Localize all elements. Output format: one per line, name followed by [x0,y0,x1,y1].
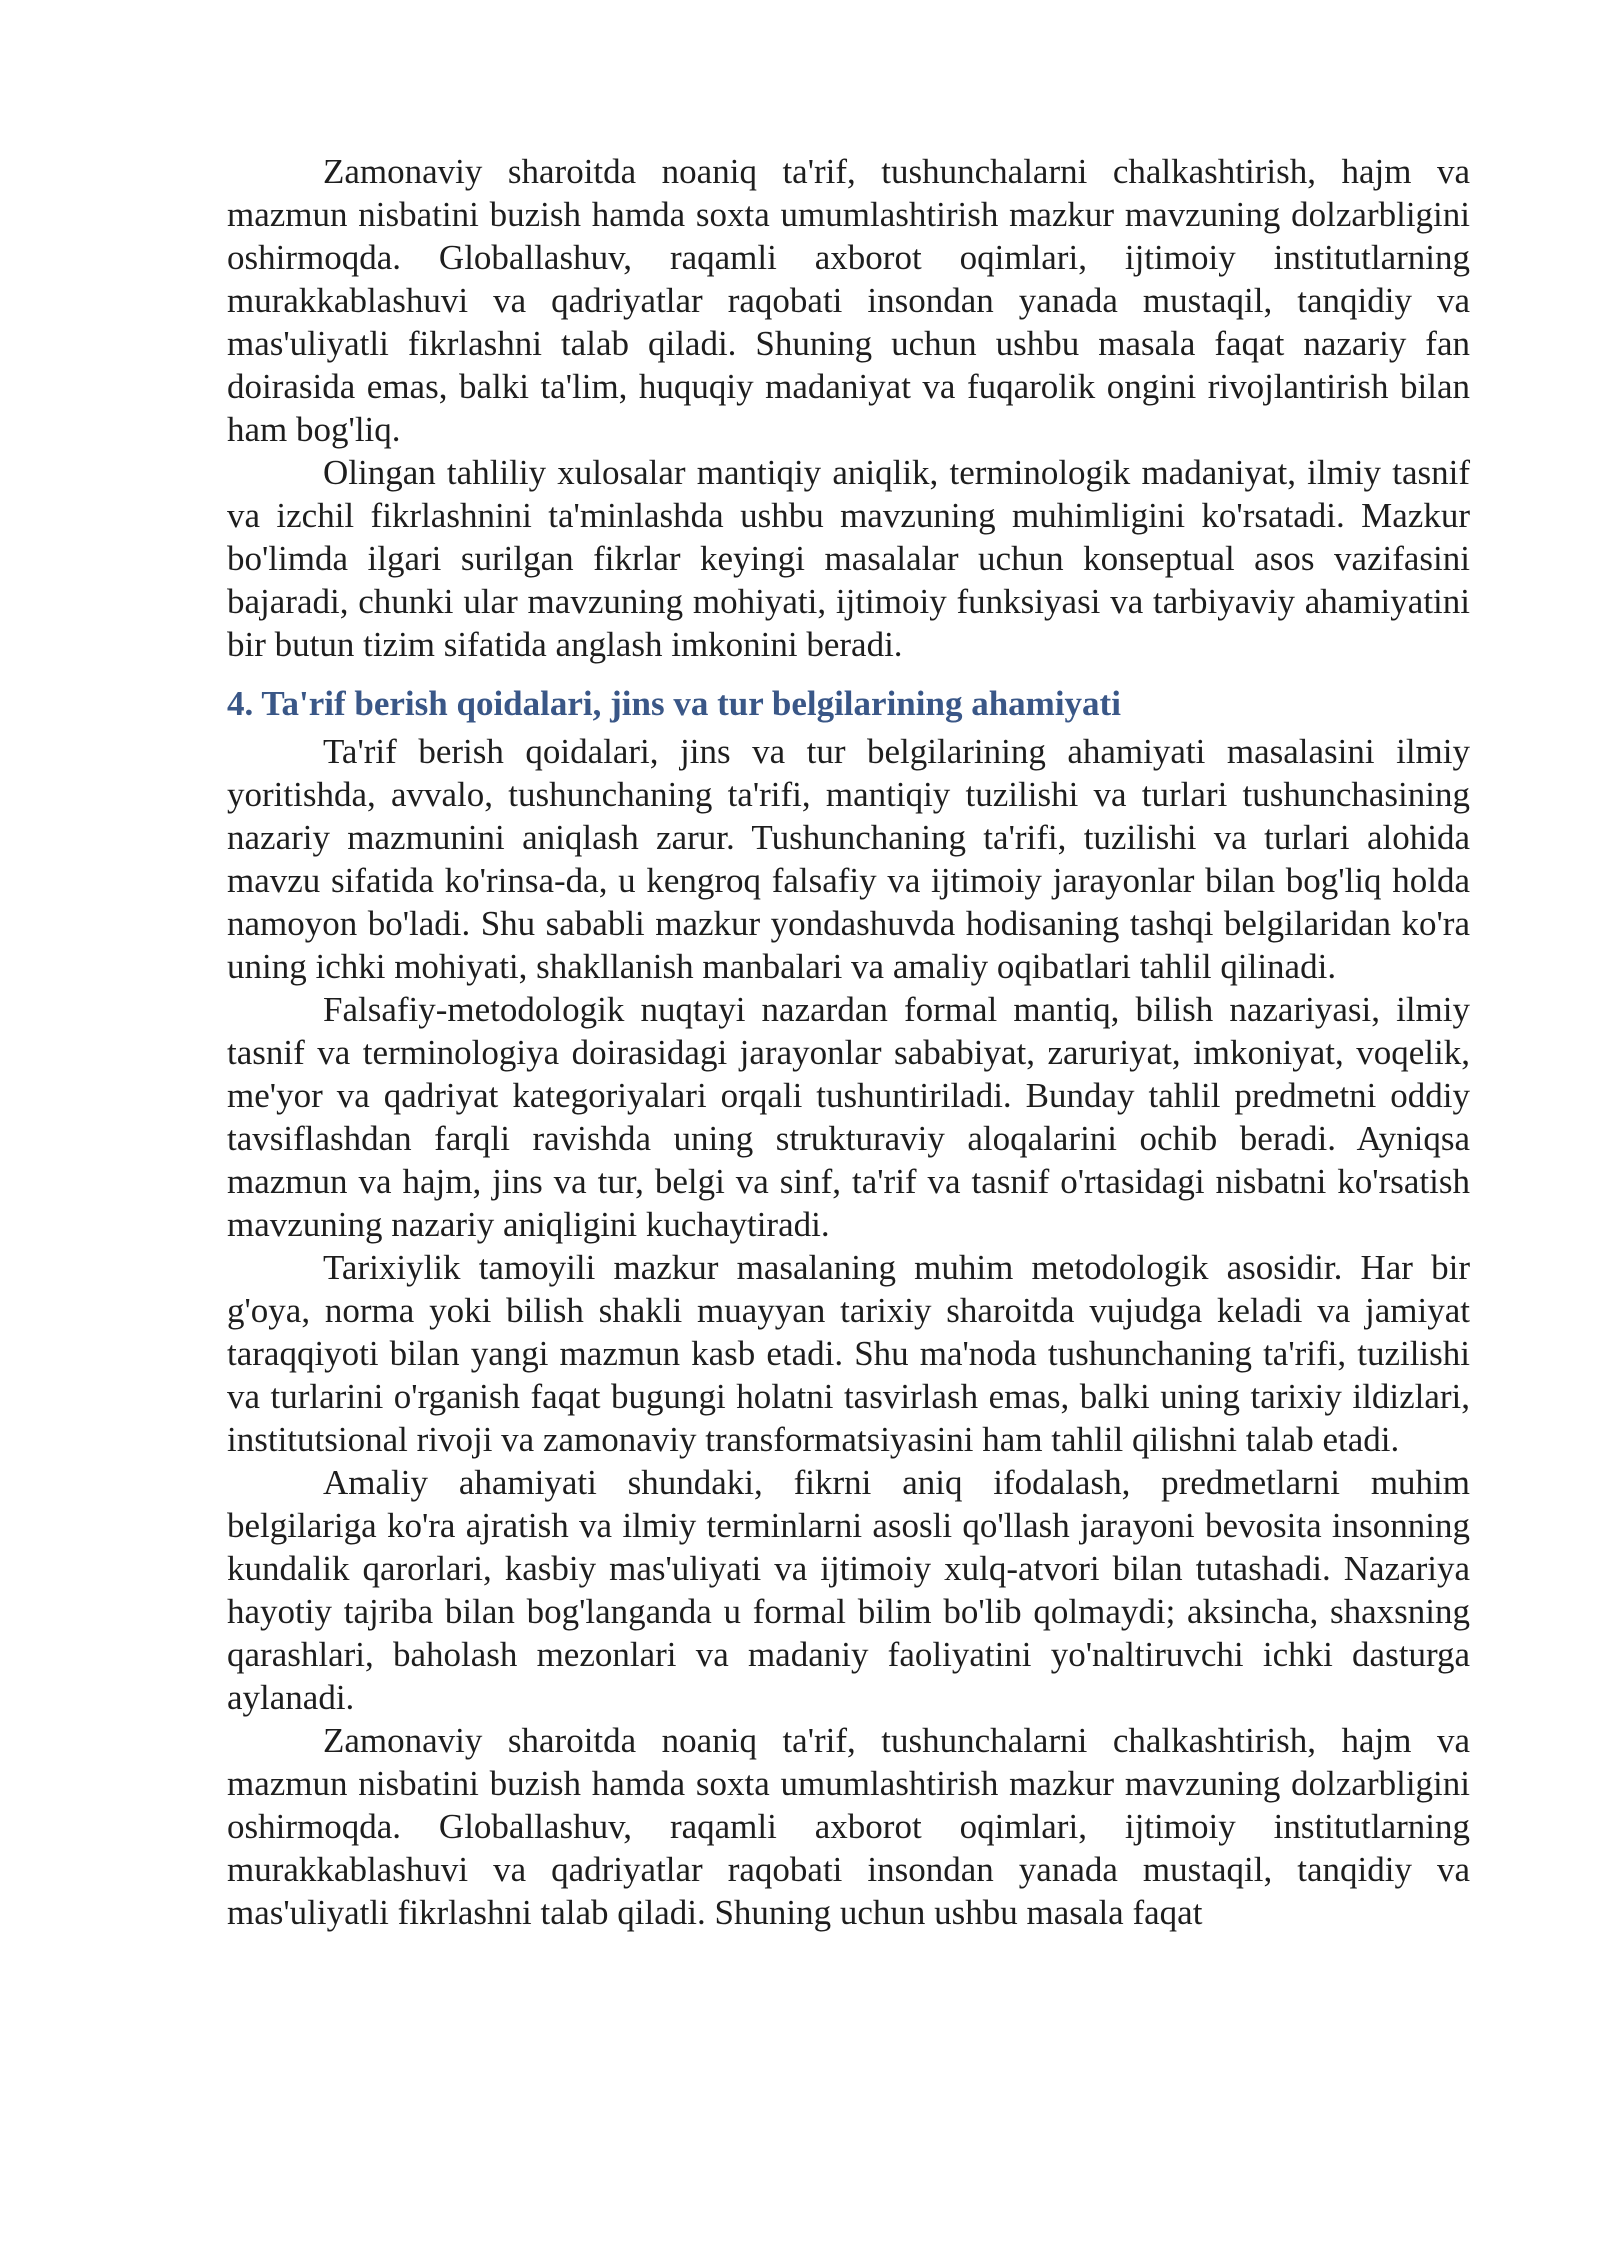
body-paragraph: Olingan tahliliy xulosalar mantiqiy aniqlik, terminologik madaniyat, ilmiy tasnif va izchil fikrlashnini ta'minlashda ushbu mavzuning muhimligini ko'rsatadi. Mazkur bo'limda ilgari surilgan fikrlar keyingi masalalar uchun konseptual asos vazifasini bajaradi, chunki ular mavzuning mohiyati, ijtimoiy funksiyasi va tarbiyaviy ahamiyatini bir butun tizim sifatida anglash imkonini beradi. [227,453,1470,664]
body-paragraph: Tarixiylik tamoyili mazkur masalaning muhim metodologik asosidir. Har bir g'oya, norma yoki bilish shakli muayyan tarixiy sharoitda vujudga keladi va jamiyat taraqqiyoti bilan yangi mazmun kasb etadi. Shu ma'noda tushunchaning ta'rifi, tuzilishi va turlarini o'rganish faqat bugungi holatni tasvirlash emas, balki uning tarixiy ildizlari, institutsional rivoji va zamonaviy transformatsiyasini ham tahlil qilishni talab etadi. [227,1248,1470,1459]
section-heading: 4. Ta'rif berish qoidalari, jins va tur belgilarining ahamiyati [227,684,1121,723]
body-paragraph: Falsafiy-metodologik nuqtayi nazardan formal mantiq, bilish nazariyasi, ilmiy tasnif va terminologiya doirasidagi jarayonlar sababiyat, zaruriyat, imkoniyat, voqelik, me'yor va qadriyat kategoriyalari orqali tushuntiriladi. Bunday tahlil predmetni oddiy tavsiflashdan farqli ravishda uning strukturaviy aloqalarini ochib beradi. Ayniqsa mazmun va hajm, jins va tur, belgi va sinf, ta'rif va tasnif o'rtasidagi nisbatni ko'rsatish mavzuning nazariy aniqligini kuchaytiradi. [227,990,1470,1244]
body-paragraph: Amaliy ahamiyati shundaki, fikrni aniq ifodalash, predmetlarni muhim belgilariga ko'ra ajratish va ilmiy terminlarni asosli qo'llash jarayoni bevosita insonning kundalik qarorlari, kasbiy mas'uliyati va ijtimoiy xulq-atvori bilan tutashadi. Nazariya hayotiy tajriba bilan bog'langanda u formal bilim bo'lib qolmaydi; aksincha, shaxsning qarashlari, baholash mezonlari va madaniy faoliyatini yo'naltiruvchi ichki dasturga aylanadi. [227,1463,1470,1717]
document-page [227,150,1470,1934]
body-paragraph: Zamonaviy sharoitda noaniq ta'rif, tushunchalarni chalkashtirish, hajm va mazmun nisbatini buzish hamda soxta umumlashtirish mazkur mavzuning dolzarbligini oshirmoqda. Globallashuv, raqamli axborot oqimlari, ijtimoiy institutlarning murakkablashuvi va qadriyatlar raqobati insondan yanada mustaqil, tanqidiy va mas'uliyatli fikrlashni talab qiladi. Shuning uchun ushbu masala faqat [227,1721,1470,1932]
body-paragraph: Ta'rif berish qoidalari, jins va tur belgilarining ahamiyati masalasini ilmiy yoritishda, avvalo, tushunchaning ta'rifi, mantiqiy tuzilishi va turlari tushunchasining nazariy mazmunini aniqlash zarur. Tushunchaning ta'rifi, tuzilishi va turlari alohida mavzu sifatida ko'rinsa-da, u kengroq falsafiy va ijtimoiy jarayonlar bilan bog'liq holda namoyon bo'ladi. Shu sababli mazkur yondashuvda hodisaning tashqi belgilaridan ko'ra uning ichki mohiyati, shakllanish manbalari va amaliy oqibatlari tahlil qilinadi. [227,732,1470,986]
body-paragraph: Zamonaviy sharoitda noaniq ta'rif, tushunchalarni chalkashtirish, hajm va mazmun nisbatini buzish hamda soxta umumlashtirish mazkur mavzuning dolzarbligini oshirmoqda. Globallashuv, raqamli axborot oqimlari, ijtimoiy institutlarning murakkablashuvi va qadriyatlar raqobati insondan yanada mustaqil, tanqidiy va mas'uliyatli fikrlashni talab qiladi. Shuning uchun ushbu masala faqat nazariy fan doirasida emas, balki ta'lim, huquqiy madaniyat va fuqarolik ongini rivojlantirish bilan ham bog'liq. [227,152,1470,449]
